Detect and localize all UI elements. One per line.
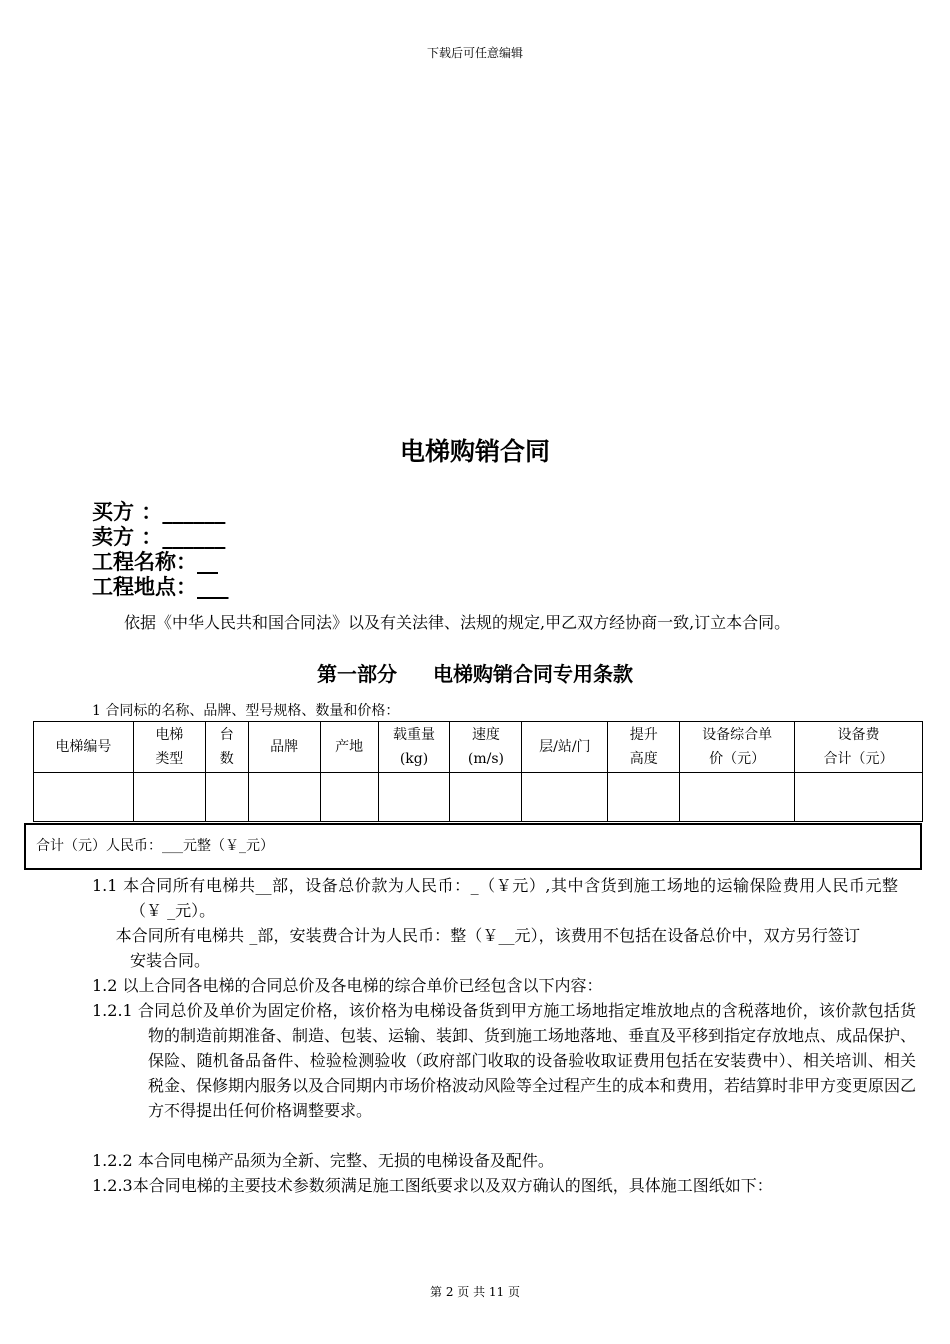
header-unit-price: 设备综合单 价（元）	[680, 722, 795, 773]
clause-1-2-1-text: 合同总价及单价为固定价格，该价格为电梯设备货到甲方施工场地指定堆放地点的含税落地价，该价款包括货物的制造前期准备、制造、包装、运输、装卸、货到施工场地落地、垂直及平移到指定存放地点、成品保护、保险、随机备品备件、检验检测验收（政府部门收取的设备验收取证费用包括在安装费中）、相关培训、相关税金、保修期内服务以及合同期内市场价格波动风险等全过程产生的成本和费用，若结算时非甲方变更原因乙方不得提出任何价格调整要求。	[138, 1001, 917, 1120]
clause-1-2-2	[92, 1148, 916, 1173]
section-name: 电梯购销合同专用条款	[433, 662, 633, 686]
table-caption: 1 合同标的名称、品牌、型号规格、数量和价格：	[92, 703, 400, 719]
header-total-price: 设备费 合计（元）	[795, 722, 923, 773]
header-origin: 产地	[320, 722, 378, 773]
clause-1-2-number: 1.2	[92, 976, 118, 995]
table-cell[interactable]	[248, 773, 320, 822]
buyer-line	[92, 500, 225, 524]
table-cell[interactable]	[522, 773, 608, 822]
table-cell[interactable]	[680, 773, 795, 822]
header-quantity: 台 数	[205, 722, 248, 773]
page-header-note: 下载后可任意编辑	[426, 46, 523, 60]
clause-1-2-2-text: 本合同电梯产品须为全新、完整、无损的电梯设备及配件。	[137, 1151, 554, 1170]
table-cell[interactable]	[608, 773, 680, 822]
seller-label: 卖方 ：	[92, 525, 163, 549]
table-cell[interactable]	[34, 773, 134, 822]
project-location-label: 工程地点：	[92, 575, 197, 599]
seller-line	[92, 525, 225, 549]
seller-blank: ______	[162, 525, 226, 549]
clause-1-2-3-text: 本合同电梯的主要技术参数须满足施工图纸要求以及双方确认的图纸，具体施工图纸如下：	[132, 1176, 773, 1195]
table-row	[34, 773, 923, 822]
table-cell[interactable]	[205, 773, 248, 822]
elevator-spec-table	[33, 721, 923, 822]
table-cell[interactable]	[795, 773, 923, 822]
clause-1-1-text: 本合同所有电梯共__部，设备总价款为人民币：_（￥元）,其中含货到施工场地的运输保险费用人民币元整（￥ _元）。	[123, 876, 898, 920]
project-name-blank: __	[197, 550, 218, 574]
section-part: 第一部分	[317, 662, 397, 686]
header-elevator-no: 电梯编号	[34, 722, 134, 773]
header-lift-height: 提升 高度	[608, 722, 680, 773]
clause-1-2-3	[92, 1173, 916, 1198]
header-elevator-type: 电梯 类型	[133, 722, 205, 773]
clause-1-1	[92, 873, 898, 923]
header-brand: 品牌	[248, 722, 320, 773]
clause-1-2-1	[92, 998, 916, 1123]
project-location-blank: ___	[197, 575, 229, 599]
document-title: 电梯购销合同	[399, 437, 550, 466]
header-floors: 层/站/门	[522, 722, 608, 773]
project-name-label: 工程名称：	[92, 550, 197, 574]
buyer-blank: ______	[162, 500, 226, 524]
project-name-line	[92, 550, 218, 574]
header-load: 载重量 (kg)	[378, 722, 450, 773]
buyer-label: 买方 ：	[92, 500, 163, 524]
intro-paragraph: 依据《中华人民共和国合同法》以及有关法律、法规的规定,甲乙双方经协商一致,订立本合同。	[124, 613, 791, 632]
clause-1-1-install: 本合同所有电梯共 _部，安装费合计为人民币：整（￥__元），该费用不包括在设备总价中，双方另行签订安装合同。	[115, 926, 860, 970]
clause-1-2-text: 以上合同各电梯的合同总价及各电梯的综合单价已经包含以下内容：	[122, 976, 603, 995]
table-cell[interactable]	[320, 773, 378, 822]
clause-1-1-number: 1.1	[92, 876, 118, 895]
table-cell[interactable]	[378, 773, 450, 822]
table-header-row	[34, 722, 923, 773]
header-speed: 速度 (m/s)	[450, 722, 522, 773]
clause-1-2-1-number: 1.2.1	[92, 1001, 133, 1020]
table-cell[interactable]	[133, 773, 205, 822]
page-footer: 第 2 页 共 11 页	[430, 1285, 520, 1299]
clause-1-2	[92, 973, 898, 998]
table-cell[interactable]	[450, 773, 522, 822]
table-total-row: 合计（元）人民币：___元整（￥_元）	[24, 823, 922, 870]
project-location-line	[92, 575, 229, 599]
clause-1-2-2-number: 1.2.2	[92, 1151, 133, 1170]
section-title	[0, 658, 950, 687]
clause-1-2-3-number: 1.2.3	[92, 1176, 133, 1195]
